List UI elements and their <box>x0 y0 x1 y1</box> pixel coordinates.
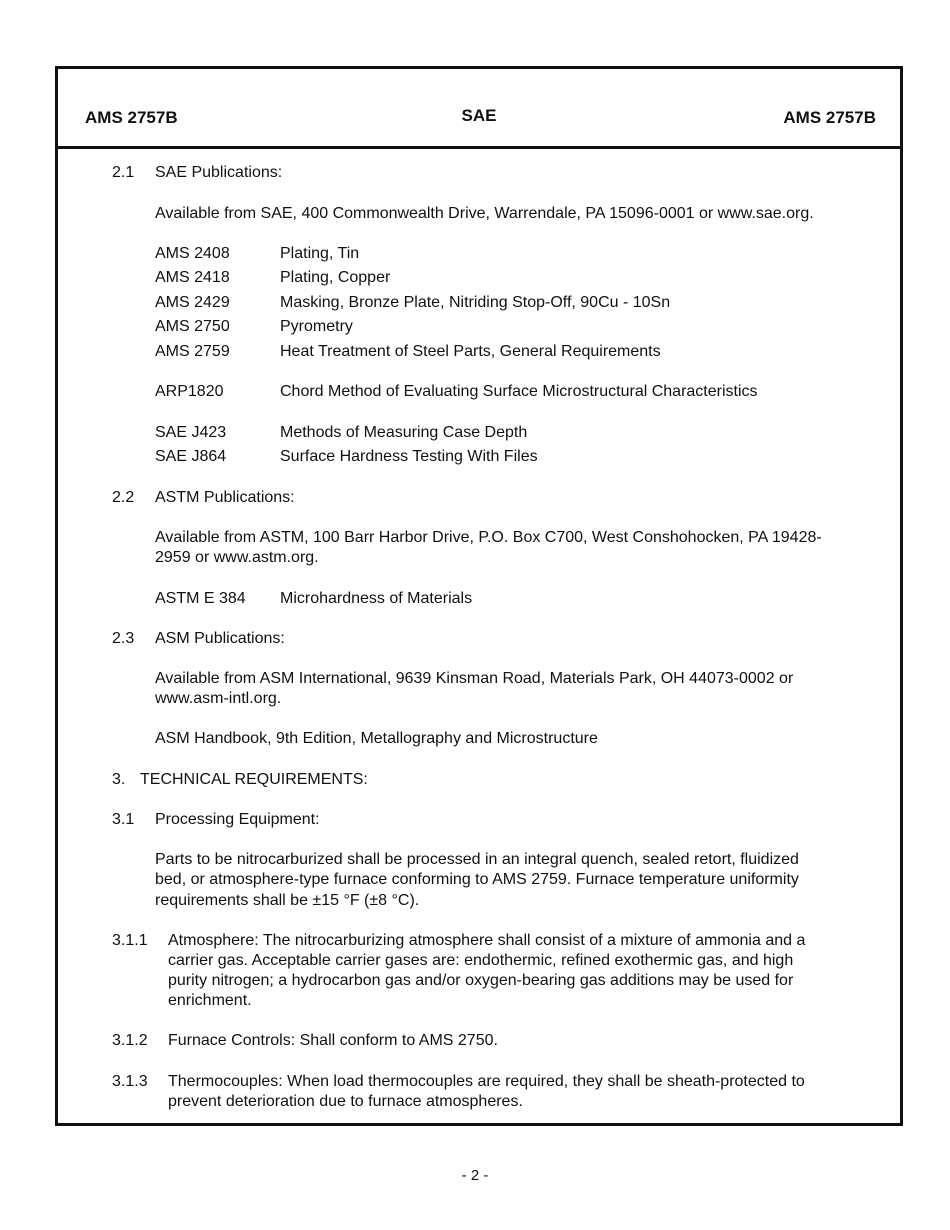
section-title: Processing Equipment: <box>155 811 320 828</box>
body-line: purity nitrogen; a hydrocarbon gas and/or oxygen-bearing gas additions may be used for <box>168 972 794 989</box>
body-line: requirements shall be ±15 °F (±8 °C). <box>155 892 420 909</box>
ref-code: SAE J423 <box>155 424 227 441</box>
ref-code: AMS 2750 <box>155 318 230 335</box>
availability-text: Available from ASM International, 9639 Kinsman Road, Materials Park, OH 44073-0002 or <box>155 670 794 687</box>
section-number: 2.1 <box>112 164 135 181</box>
ref-title: Heat Treatment of Steel Parts, General Requirements <box>280 343 661 360</box>
page-header <box>58 69 900 149</box>
ref-title: Microhardness of Materials <box>280 590 473 607</box>
ref-code: AMS 2429 <box>155 294 230 311</box>
section-number: 3.1.1 <box>112 932 148 949</box>
ref-code: AMS 2418 <box>155 269 230 286</box>
body-line: bed, or atmosphere-type furnace conforming to AMS 2759. Furnace temperature uniformity <box>155 871 799 888</box>
availability-text: www.asm-intl.org. <box>155 690 282 707</box>
ref-title: Masking, Bronze Plate, Nitriding Stop-Off, 90Cu - 10Sn <box>280 294 671 311</box>
ref-title: ASM Handbook, 9th Edition, Metallography and Microstructure <box>155 730 598 747</box>
availability-text: 2959 or www.astm.org. <box>155 549 319 566</box>
section-title: SAE Publications: <box>155 164 283 181</box>
ref-title: Plating, Tin <box>280 245 360 262</box>
section-title: TECHNICAL REQUIREMENTS: <box>140 771 368 788</box>
ref-code: ASTM E 384 <box>155 590 246 607</box>
section-title: ASM Publications: <box>155 630 285 647</box>
body-line: carrier gas. Acceptable carrier gases are: endothermic, refined exothermic gas, and high <box>168 952 794 969</box>
availability-text: Available from SAE, 400 Commonwealth Drive, Warrendale, PA 15096-0001 or www.sae.org. <box>155 205 814 222</box>
section-number: 3.1.3 <box>112 1073 148 1090</box>
section-title: ASTM Publications: <box>155 489 295 506</box>
body-line: Parts to be nitrocarburized shall be processed in an integral quench, sealed retort, fluidized <box>155 851 799 868</box>
ref-code: ARP1820 <box>155 383 224 400</box>
section-number: 3. <box>112 771 126 788</box>
section-number: 2.2 <box>112 489 135 506</box>
ref-title: Plating, Copper <box>280 269 391 286</box>
ref-title: Surface Hardness Testing With Files <box>280 448 538 465</box>
header-doc-id-left: AMS 2757B <box>85 108 178 127</box>
ref-title: Chord Method of Evaluating Surface Microstructural Characteristics <box>280 383 758 400</box>
availability-text: Available from ASTM, 100 Barr Harbor Drive, P.O. Box C700, West Conshohocken, PA 19428- <box>155 529 822 546</box>
ref-title: Methods of Measuring Case Depth <box>280 424 528 441</box>
section-number: 2.3 <box>112 630 135 647</box>
ref-code: AMS 2759 <box>155 343 230 360</box>
body-line: Thermocouples: When load thermocouples are required, they shall be sheath-protected to <box>168 1073 805 1090</box>
page-number: - 2 - <box>461 1167 489 1184</box>
body-line: prevent deterioration due to furnace atmospheres. <box>168 1093 523 1110</box>
body-line: Atmosphere: The nitrocarburizing atmosphere shall consist of a mixture of ammonia and a <box>168 932 806 949</box>
body-line: Furnace Controls: Shall conform to AMS 2750. <box>168 1032 498 1049</box>
ref-code: AMS 2408 <box>155 245 230 262</box>
section-number: 3.1 <box>112 811 135 828</box>
ref-title: Pyrometry <box>280 318 353 335</box>
body-line: enrichment. <box>168 992 252 1009</box>
header-org: SAE <box>461 106 497 125</box>
ref-code: SAE J864 <box>155 448 227 465</box>
section-number: 3.1.2 <box>112 1032 148 1049</box>
header-doc-id-right: AMS 2757B <box>783 108 876 127</box>
